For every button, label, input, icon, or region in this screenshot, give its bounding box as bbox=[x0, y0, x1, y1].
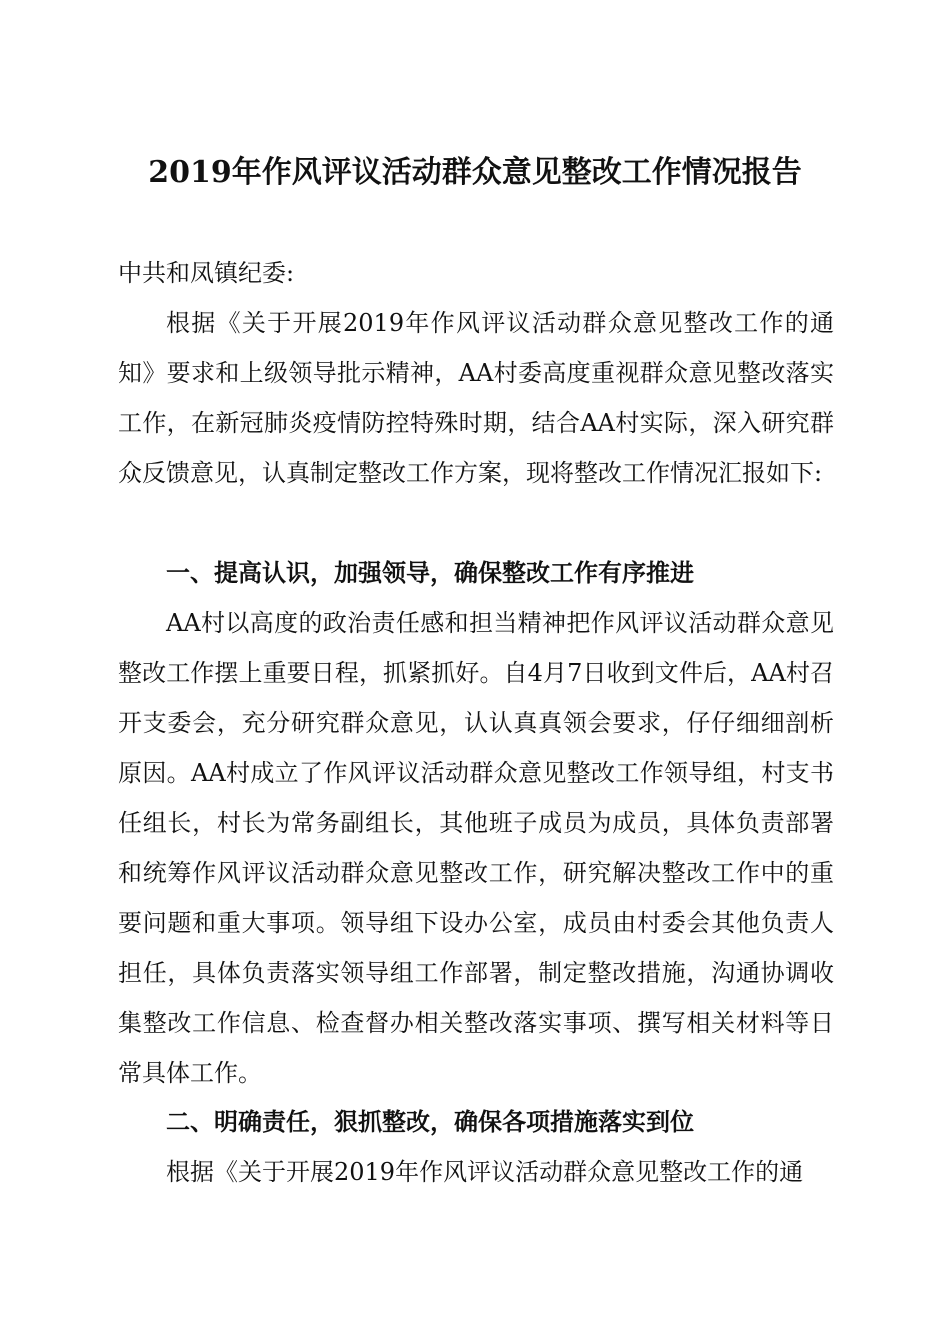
paragraph-intro: 根据《关于开展2019年作风评议活动群众意见整改工作的通知》要求和上级领导批示精神，AA村委高度重视群众意见整改落实工作，在新冠肺炎疫情防控特殊时期，结合AA村实际，深入研究群众反馈意见，认真制定整改工作方案，现将整改工作情况汇报如下: bbox=[118, 309, 834, 487]
paragraph-section-1: AA村以高度的政治责任感和担当精神把作风评议活动群众意见整改工作摆上重要日程，抓紧抓好。自4月7日收到文件后，AA村召开支委会，充分研究群众意见，认认真真领会要求，仔仔细细剖析原因。AA村成立了作风评议活动群众意见整改工作领导组，村支书任组长，村长为常务副组长，其他班子成员为成员，具体负责部署和统筹作风评议活动群众意见整改工作，研究解决整改工作中的重要问题和重大事项。领导组下设办公室，成员由村委会其他负责人担任，具体负责落实领导组工作部署，制定整改措施，沟通协调收集整改工作信息、检查督办相关整改落实事项、撰写相关材料等日常具体工作。 bbox=[118, 609, 834, 1087]
section-heading-1: 一、提高认识，加强领导，确保整改工作有序推进 bbox=[166, 559, 694, 587]
salutation: 中共和凤镇纪委: bbox=[118, 259, 295, 287]
paragraph-section-2: 根据《关于开展2019年作风评议活动群众意见整改工作的通 bbox=[166, 1158, 804, 1186]
section-heading-2: 二、明确责任，狠抓整改，确保各项措施落实到位 bbox=[166, 1108, 694, 1136]
document-title: 2019年作风评议活动群众意见整改工作情况报告 bbox=[148, 155, 802, 190]
